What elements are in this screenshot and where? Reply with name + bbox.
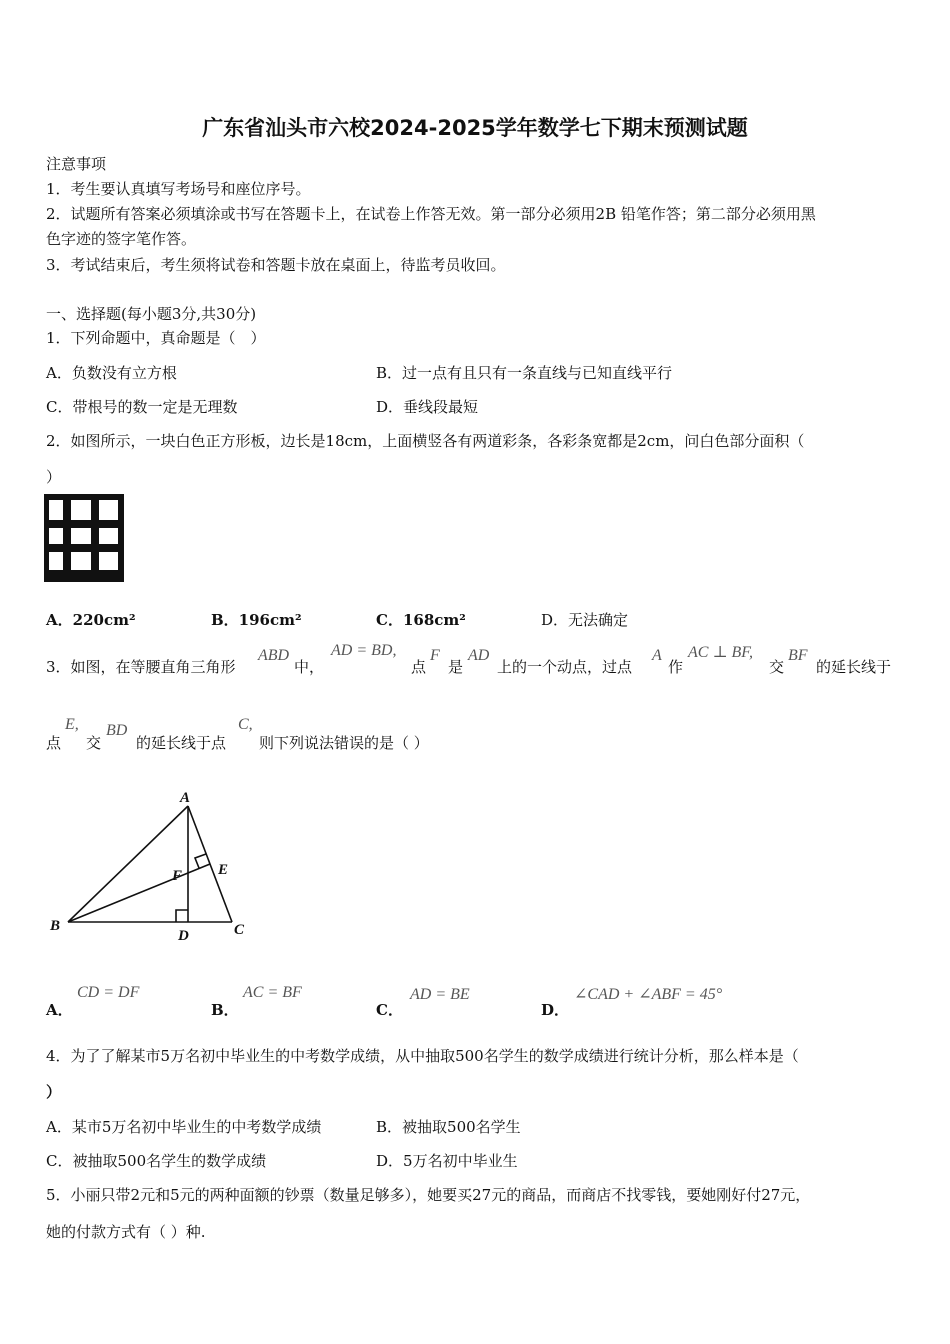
q3-text-3: 点 — [411, 658, 427, 676]
q4-stem: 4．为了了解某市5万名初中毕业生的中考数学成绩，从中抽取500名学生的数学成绩进行统计分析，那么样本是（ — [46, 1047, 799, 1065]
striped-square-figure — [44, 494, 124, 582]
label-b: B — [50, 918, 61, 934]
q3-text-9: 点 — [46, 734, 62, 752]
q3-option-c-label: C． — [376, 1001, 403, 1019]
q3-math-e: E, — [65, 716, 79, 733]
q3-text-11: 的延长线于点 — [136, 734, 227, 752]
q4-stem-end: ） — [46, 1083, 62, 1101]
q5-line-2: 她的付款方式有（ ）种. — [46, 1223, 206, 1241]
q1-option-a: A．负数没有立方根 — [46, 364, 177, 382]
notice-item-2-cont: 色字迹的签字笔作答。 — [46, 230, 197, 248]
segment-ab — [68, 806, 188, 922]
q3-math-bd: BD — [106, 722, 128, 739]
q3-text-1: 3．如图，在等腰直角三角形 — [46, 658, 236, 676]
q2-option-c: C．168cm² — [376, 611, 466, 629]
q5-line-1: 5．小丽只带2元和5元的两种面额的钞票（数量足够多），她要买27元的商品，而商店不找零钱，要她刚好付27元， — [46, 1186, 811, 1204]
q3-option-d-math: ∠CAD + ∠ABF = 45° — [574, 986, 723, 1003]
q3-math-ad-bd: AD = BD, — [331, 642, 397, 659]
q2-option-b: B．196cm² — [211, 611, 302, 629]
notice-item-3: 3．考试结束后，考生须将试卷和答题卡放在桌面上，待监考员收回。 — [46, 256, 506, 274]
q3-math-abd: ABD — [258, 647, 290, 664]
q3-text-5: 上的一个动点，过点 — [497, 658, 633, 676]
q3-option-c-math: AD = BE — [410, 986, 470, 1003]
q3-option-a-math: CD = DF — [77, 984, 140, 1001]
notice-item-1: 1．考生要认真填写考场号和座位序号。 — [46, 180, 311, 198]
q2-stem: 2．如图所示，一块白色正方形板，边长是18cm，上面横竖各有两道彩条，各彩条宽都是2cm，问白色部分面积（ — [46, 432, 805, 450]
q3-math-bf: BF — [788, 647, 808, 664]
label-e: E — [218, 862, 229, 878]
q3-math-a: A — [652, 647, 662, 664]
notice-item-2: 2．试题所有答案必须填涂或书写在答题卡上，在试卷上作答无效。第一部分必须用2B 铅笔作答；第二部分必须用黑 — [46, 205, 816, 223]
section-heading: 一、选择题(每小题3分,共30分) — [46, 305, 257, 323]
q3-option-d-label: D． — [541, 1001, 570, 1019]
exam-title: 广东省汕头市六校2024-2025学年数学七下期末预测试题 — [202, 116, 748, 140]
label-a: A — [180, 790, 191, 806]
q3-text-10: 交 — [86, 734, 102, 752]
q2-option-a: A．220cm² — [46, 611, 136, 629]
right-angle-mark-d — [176, 910, 188, 922]
q3-math-ac-perp-bf: AC ⊥ BF, — [688, 644, 753, 661]
q3-option-b-math: AC = BF — [243, 984, 302, 1001]
q3-text-12: 则下列说法错误的是（ ） — [259, 734, 429, 752]
q3-option-b-label: B． — [211, 1001, 239, 1019]
q4-option-c: C．被抽取500名学生的数学成绩 — [46, 1152, 267, 1170]
q3-option-a-label: A． — [46, 1001, 73, 1019]
q2-stem-end: ） — [46, 468, 62, 486]
q3-text-4: 是 — [448, 658, 464, 676]
white-regions — [49, 500, 118, 570]
q3-math-ad: AD — [468, 647, 490, 664]
q4-option-a: A．某市5万名初中毕业生的中考数学成绩 — [46, 1118, 322, 1136]
notice-heading: 注意事项 — [46, 155, 107, 173]
q3-text-8: 的延长线于 — [816, 658, 892, 676]
q3-text-7: 交 — [769, 658, 785, 676]
q4-option-d: D．5万名初中毕业生 — [376, 1152, 518, 1170]
q1-option-b: B．过一点有且只有一条直线与已知直线平行 — [376, 364, 673, 382]
label-c: C — [234, 922, 245, 938]
q3-math-f: F — [430, 647, 440, 664]
q1-option-c: C．带根号的数一定是无理数 — [46, 398, 238, 416]
q3-text-2: 中， — [294, 658, 325, 676]
label-d: D — [178, 928, 189, 944]
q3-math-c: C, — [238, 716, 253, 733]
q1-stem: 1．下列命题中，真命题是（ ） — [46, 329, 266, 347]
q1-option-d: D．垂线段最短 — [376, 398, 479, 416]
label-f: F — [172, 868, 183, 884]
triangle-figure — [44, 784, 254, 944]
q2-option-d: D．无法确定 — [541, 611, 629, 629]
q4-option-b: B．被抽取500名学生 — [376, 1118, 521, 1136]
q3-text-6: 作 — [668, 658, 684, 676]
